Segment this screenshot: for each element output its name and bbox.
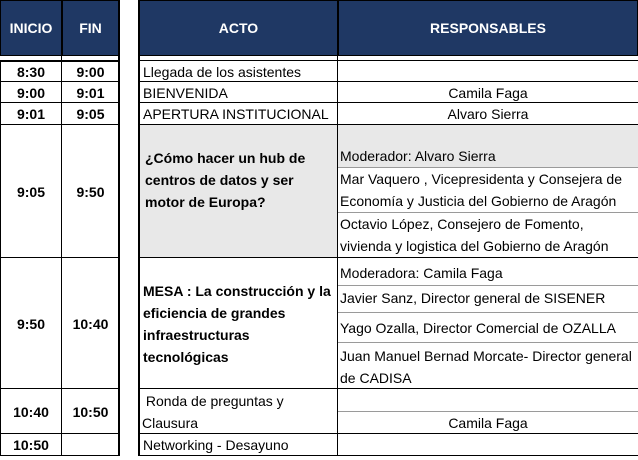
right-row-line-2 bbox=[139, 102, 638, 103]
row3-inicio: 9:01 bbox=[16, 106, 46, 122]
header-inicio: INICIO bbox=[0, 0, 62, 56]
header-acto: ACTO bbox=[139, 0, 338, 56]
left-row-line-3 bbox=[0, 124, 119, 125]
right-row-line-1 bbox=[139, 81, 638, 82]
left-table-top-border bbox=[0, 60, 119, 62]
resp-sub-line-2 bbox=[338, 212, 638, 213]
row7-inicio: 10:50 bbox=[13, 436, 49, 453]
left-table-bottom-border bbox=[0, 455, 119, 456]
row3-fin: 9:05 bbox=[76, 106, 105, 122]
row5-acto: MESA : La construcción y la eficiencia de grandes infraestructuras tecnológicas bbox=[143, 283, 331, 365]
row1-inicio: 8:30 bbox=[16, 63, 46, 80]
resp-sub-line-3 bbox=[338, 285, 638, 286]
row6-inicio: 10:40 bbox=[13, 403, 49, 420]
row4-resp-moderador: Moderador: Alvaro Sierra bbox=[340, 148, 496, 164]
row6-fin: 10:50 bbox=[72, 403, 109, 420]
right-table-bottom-border bbox=[139, 455, 638, 456]
row4-inicio: 9:05 bbox=[16, 183, 46, 200]
row5-resp-cadisa: Juan Manuel Bernad Morcate- Director general de CADISA bbox=[340, 348, 632, 386]
resp-sub-line-6 bbox=[338, 411, 638, 412]
right-row-line-3 bbox=[139, 124, 638, 125]
row1-acto: Llegada de los asistentes bbox=[143, 63, 301, 80]
row5-resp-moderadora: Moderadora: Camila Faga bbox=[340, 265, 503, 281]
row4-resp-consejero: Octavio López, Consejero de Fomento, vivienda y logistica del Gobierno de Aragón bbox=[340, 216, 609, 254]
left-row-line-6 bbox=[0, 433, 119, 434]
row2-acto: BIENVENIDA bbox=[143, 84, 228, 101]
row6-acto: Ronda de preguntas y Clausura bbox=[142, 393, 288, 431]
row6-responsables: Camila Faga bbox=[448, 415, 528, 431]
row1-responsables bbox=[338, 61, 638, 82]
row5-resp-sisener: Javier Sanz, Director general de SISENER bbox=[340, 290, 606, 306]
row7-acto: Networking - Desayuno bbox=[143, 436, 289, 453]
left-row-line-5 bbox=[0, 388, 119, 389]
header-responsables: RESPONSABLES bbox=[338, 0, 638, 56]
resp-sub-line-5 bbox=[338, 342, 638, 343]
row5-resp-ozalla: Yago Ozalla, Director Comercial de OZALLA bbox=[340, 320, 616, 336]
right-row-line-4 bbox=[139, 257, 638, 258]
row2-responsables: Camila Faga bbox=[448, 84, 528, 101]
left-row-line-4 bbox=[0, 257, 119, 258]
left-row-line-1 bbox=[0, 81, 119, 82]
left-table-left-border bbox=[0, 60, 1, 456]
row5-inicio: 9:50 bbox=[16, 315, 46, 332]
row7-responsables bbox=[338, 434, 638, 455]
row2-inicio: 9:00 bbox=[16, 84, 46, 101]
row5-fin: 10:40 bbox=[72, 315, 109, 332]
row4-fin: 9:50 bbox=[76, 183, 105, 200]
resp-sub-line-4 bbox=[338, 312, 638, 313]
row2-fin: 9:01 bbox=[76, 84, 105, 101]
row4-acto: ¿Cómo hacer un hub de centros de datos y ser motor de Europa? bbox=[145, 150, 306, 210]
right-row-line-6 bbox=[139, 433, 638, 434]
row3-responsables: Alvaro Sierra bbox=[447, 106, 529, 122]
row7-fin bbox=[62, 434, 119, 455]
right-row-line-5 bbox=[139, 388, 638, 389]
right-table-top-border bbox=[139, 60, 638, 61]
left-row-line-2 bbox=[0, 102, 119, 103]
row3-acto: APERTURA INSTITUCIONAL bbox=[143, 106, 329, 122]
row1-fin: 9:00 bbox=[76, 63, 105, 80]
header-fin: FIN bbox=[62, 0, 119, 56]
row4-resp-consejera: Mar Vaquero , Vicepresidenta y Consejera de Economía y Justicia del Gobierno de Aragón bbox=[340, 171, 622, 209]
resp-sub-line-1 bbox=[338, 167, 638, 168]
